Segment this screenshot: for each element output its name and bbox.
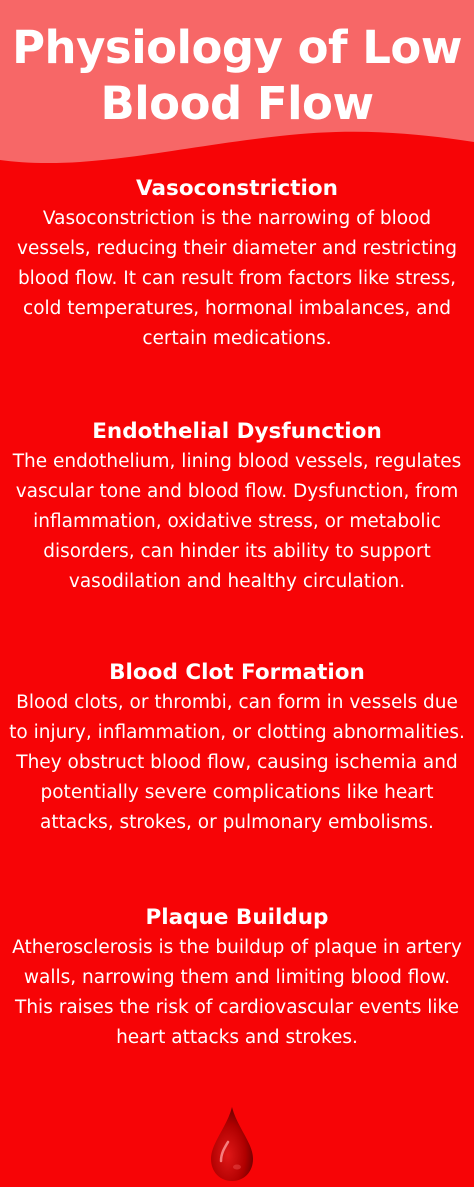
section-vasoconstriction	[0, 174, 474, 354]
page-title: Physiology of Low Blood Flow	[12, 21, 462, 130]
section-body: Atherosclerosis is the buildup of plaque in artery walls, narrowing them and limiting blood flow. This raises the risk of cardiovascular events like heart attacks and strokes.	[12, 937, 462, 1048]
section-heading: Endothelial Dysfunction	[92, 419, 382, 444]
section-body: Vasoconstriction is the narrowing of blood vessels, reducing their diameter and restricting blood flow. It can result from factors like stress, cold temperatures, hormonal imbalances, and certain medications.	[17, 208, 457, 349]
blood-drop-icon	[207, 1105, 257, 1183]
section-body: The endothelium, lining blood vessels, regulates vascular tone and blood flow. Dysfunction, from inflammation, oxidative stress, or metabolic disorders, can hinder its ability to support vasodilation and healthy circulation.	[12, 451, 462, 592]
section-heading: Vasoconstriction	[136, 176, 338, 201]
section-blood-clot-formation	[0, 658, 474, 838]
section-body: Blood clots, or thrombi, can form in vessels due to injury, inflammation, or clotting abnormalities. They obstruct blood flow, causing ischemia and potentially severe complications like heart attacks, strokes, or pulmonary embolisms.	[9, 692, 465, 833]
header-banner	[0, 0, 474, 175]
section-plaque-buildup	[0, 903, 474, 1053]
section-heading: Blood Clot Formation	[109, 660, 365, 685]
section-endothelial-dysfunction	[0, 417, 474, 597]
section-heading: Plaque Buildup	[145, 905, 329, 930]
